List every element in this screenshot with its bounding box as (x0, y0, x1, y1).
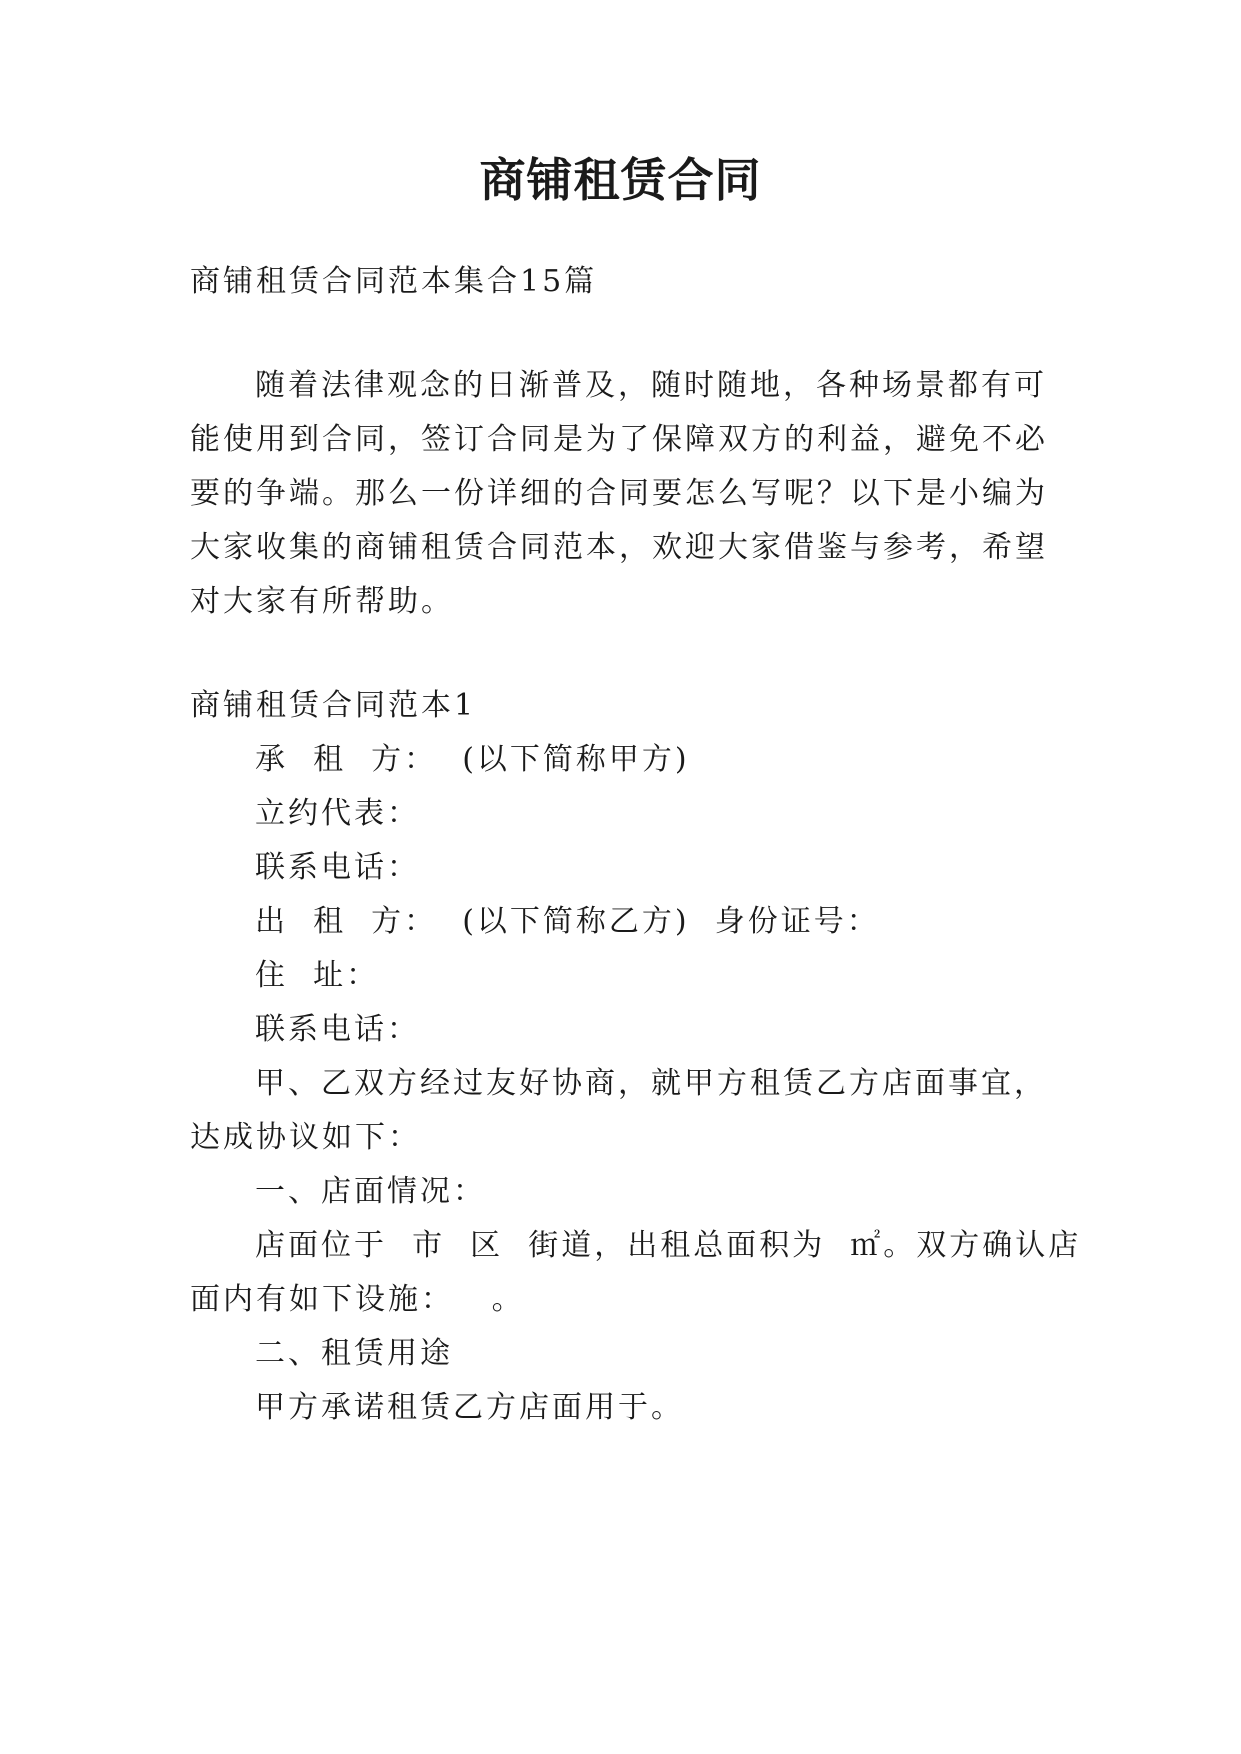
intro-line-1: 随着法律观念的日渐普及，随时随地，各种场景都有可 (255, 368, 1047, 403)
lessor-line: 出 租 方： (以下简称乙方) 身份证号： (255, 904, 880, 939)
lessor-phone-line: 联系电话： (255, 1012, 420, 1047)
section1-heading: 一、店面情况： (255, 1174, 486, 1209)
agreement-line-2: 达成协议如下： (190, 1120, 421, 1155)
lessor-address-line: 住 址： (255, 958, 380, 993)
intro-line-5: 对大家有所帮助。 (190, 584, 454, 619)
intro-line-2: 能使用到合同，签订合同是为了保障双方的利益，避免不必 (190, 422, 1048, 457)
intro-line-4: 大家收集的商铺租赁合同范本，欢迎大家借鉴与参考，希望 (190, 530, 1048, 565)
section2-line-1: 甲方承诺租赁乙方店面用于。 (255, 1390, 684, 1425)
section2-heading: 二、租赁用途 (255, 1336, 453, 1371)
lessee-rep-line: 立约代表： (255, 796, 420, 831)
lessee-line: 承 租 方： (以下简称甲方) (255, 742, 690, 777)
agreement-line-1: 甲、乙双方经过友好协商，就甲方租赁乙方店面事宜， (255, 1066, 1047, 1101)
section1-line-2: 面内有如下设施： 。 (190, 1282, 525, 1317)
document-subtitle: 商铺租赁合同范本集合15篇 (190, 264, 598, 299)
intro-line-3: 要的争端。那么一份详细的合同要怎么写呢？以下是小编为 (190, 476, 1048, 511)
lessee-phone-line: 联系电话： (255, 850, 420, 885)
document-title: 商铺租赁合同 (479, 153, 762, 207)
section1-line-1: 店面位于 市 区 街道，出租总面积为 ㎡。双方确认店 (255, 1228, 1082, 1263)
sample-heading: 商铺租赁合同范本1 (190, 688, 477, 723)
